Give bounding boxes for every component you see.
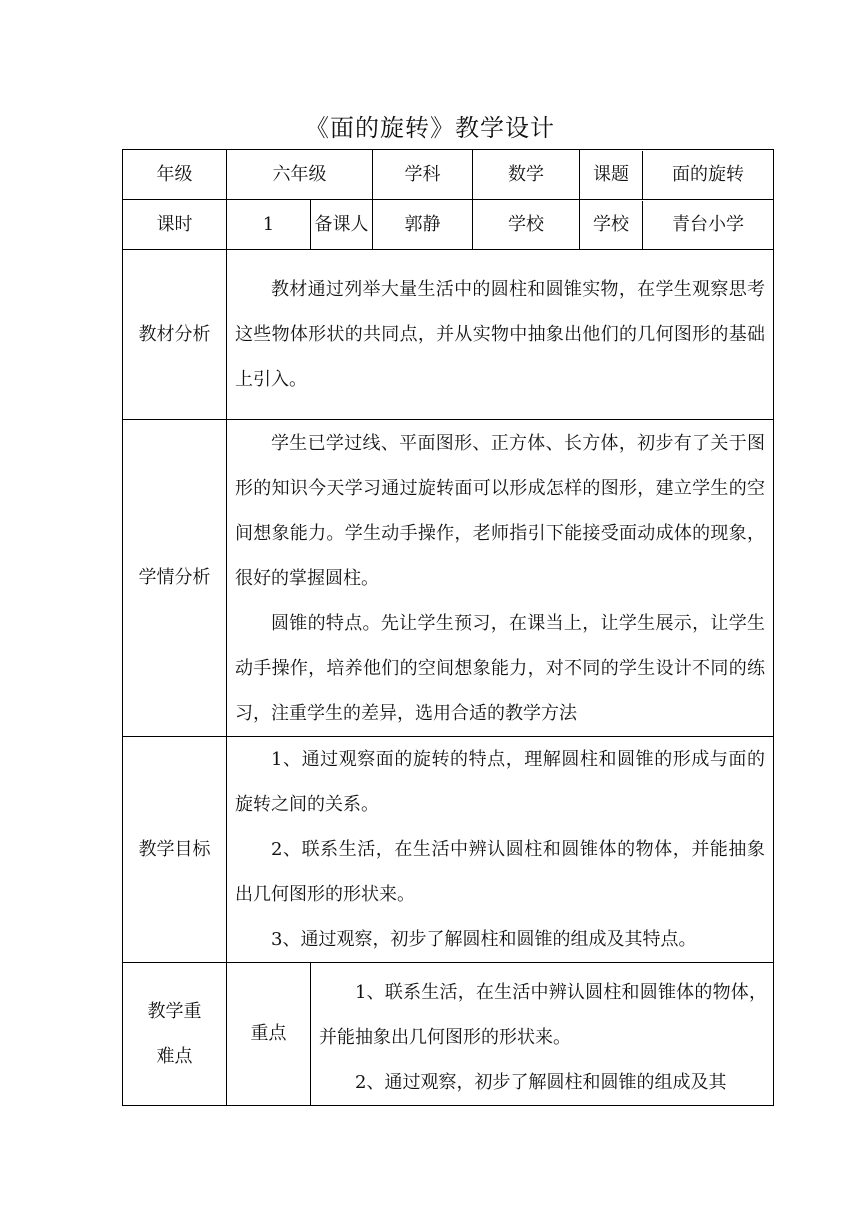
topic-value: 面的旋转 xyxy=(672,163,744,185)
key-points-label xyxy=(123,963,227,1106)
teaching-goal-3: 3、通过观察，初步了解圆柱和圆锥的组成及其特点。 xyxy=(271,929,697,950)
teaching-goals-label: 教学目标 xyxy=(123,737,227,963)
key-points-label-line1: 教学重 xyxy=(147,1001,202,1022)
student-analysis-content xyxy=(227,420,774,737)
school-label-box: 学校 xyxy=(580,201,643,249)
preparer-label: 备课人 xyxy=(311,200,373,250)
teaching-goals-content xyxy=(227,737,774,963)
teaching-goal-1: 1、通过观察面的旋转的特点，理解圆柱和圆锥的形成与面的旋转之间的关系。 xyxy=(235,749,765,815)
school-value: 青台小学 xyxy=(672,213,744,235)
grade-label: 年级 xyxy=(123,150,227,200)
material-analysis-label: 教材分析 xyxy=(123,250,227,420)
material-analysis-row xyxy=(123,250,774,420)
grade-value: 六年级 xyxy=(227,150,373,200)
key-points-content xyxy=(311,963,774,1106)
period-label: 课时 xyxy=(123,200,227,250)
subject-value: 数学 xyxy=(473,150,580,200)
material-analysis-paragraph: 教材通过列举大量生活中的圆柱和圆锥实物，在学生观察思考这些物体形状的共同点，并从实物中抽象出他们的几何图形的基础上引入。 xyxy=(235,279,765,390)
teaching-goal-2: 2、联系生活，在生活中辨认圆柱和圆锥体的物体，并能抽象出几何图形的形状来。 xyxy=(235,839,765,905)
key-points-label-line2: 难点 xyxy=(156,1046,193,1067)
topic-cell xyxy=(580,150,774,200)
header-row-2 xyxy=(123,200,774,250)
header-row-1 xyxy=(123,150,774,200)
student-analysis-label: 学情分析 xyxy=(123,420,227,737)
lesson-plan-table xyxy=(122,149,774,1106)
school-label: 学校 xyxy=(473,200,580,250)
key-points-row xyxy=(123,963,774,1106)
period-value: 1 xyxy=(227,200,311,250)
key-point-1: 1、联系生活，在生活中辨认圆柱和圆锥体的物体，并能抽象出几何图形的形状来。 xyxy=(319,982,767,1048)
subject-label: 学科 xyxy=(373,150,473,200)
student-analysis-paragraph-1: 学生已学过线、平面图形、正方体、长方体，初步有了关于图形的知识今天学习通过旋转面可以形成怎样的图形，建立学生的空间想象能力。学生动手操作，老师指引下能接受面动成体的现象，很好的掌握圆柱。 xyxy=(235,432,765,589)
page-title: 《面的旋转》教学设计 xyxy=(305,114,555,142)
school-value-cell xyxy=(580,200,774,250)
material-analysis-content xyxy=(227,250,774,420)
preparer-value: 郭静 xyxy=(373,200,473,250)
topic-label: 课题 xyxy=(580,151,643,199)
teaching-goals-row xyxy=(123,737,774,963)
student-analysis-row xyxy=(123,420,774,737)
key-point-2: 2、通过观察，初步了解圆柱和圆锥的组成及其 xyxy=(355,1072,727,1093)
student-analysis-paragraph-2: 圆锥的特点。先让学生预习，在课当上，让学生展示，让学生动手操作，培养他们的空间想象能力，对不同的学生设计不同的练习，注重学生的差异，选用合适的教学方法 xyxy=(235,612,765,724)
key-points-sub-label: 重点 xyxy=(227,963,311,1106)
